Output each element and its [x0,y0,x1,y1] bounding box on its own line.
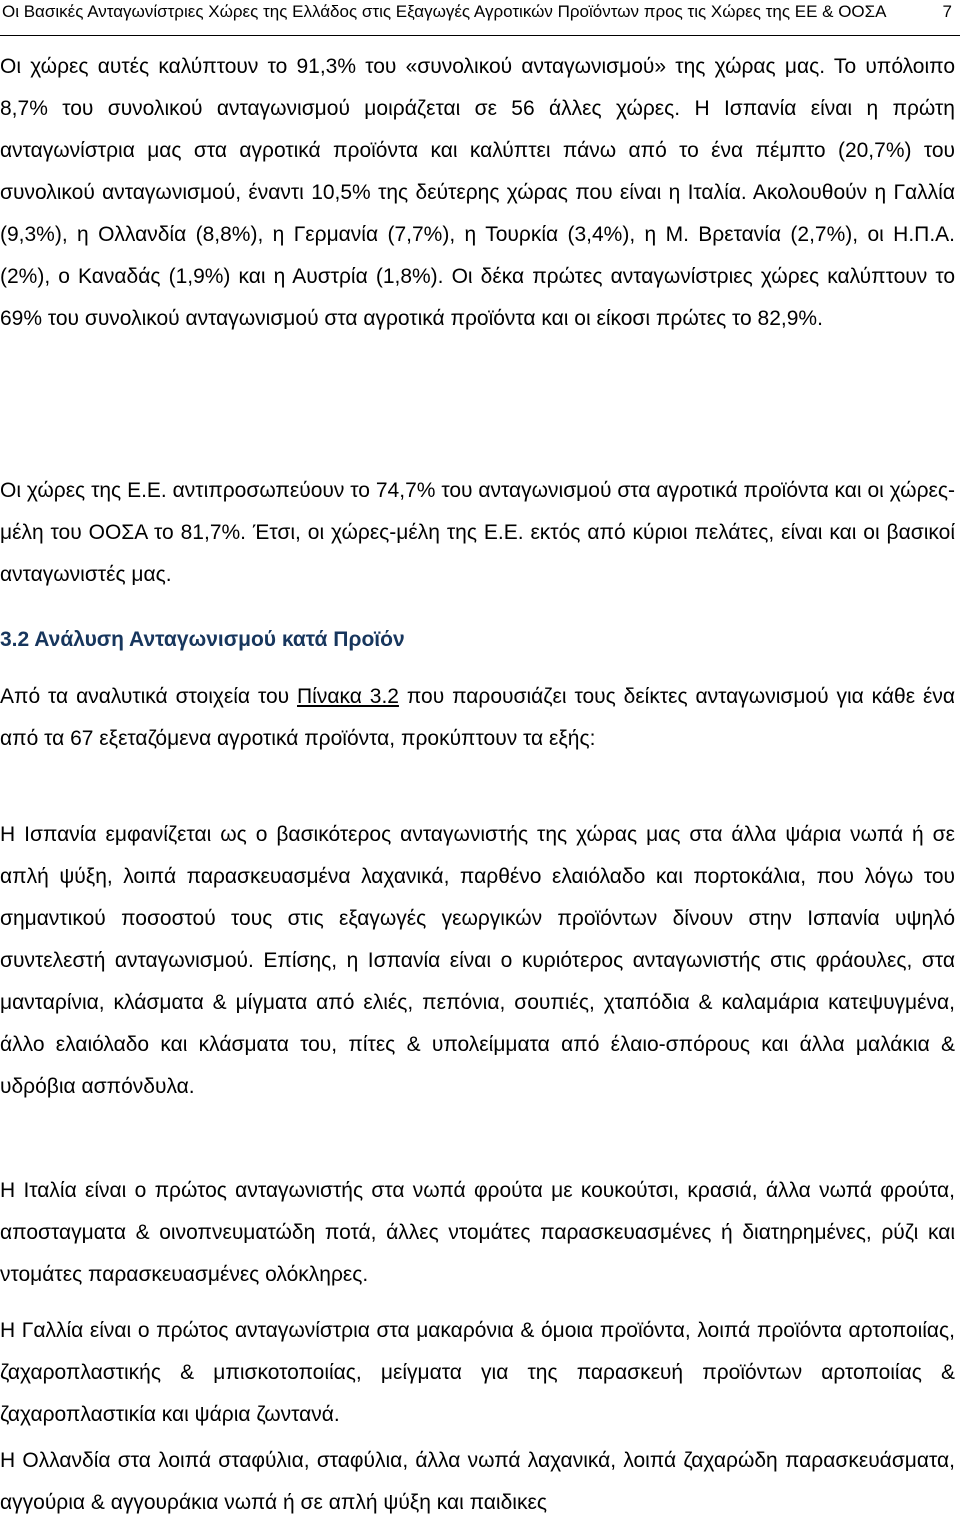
table-reference-link[interactable]: Πίνακα 3.2 [297,685,399,708]
paragraph-spain: Η Ισπανία εμφανίζεται ως ο βασικότερος ανταγωνιστής της χώρας μας στα άλλα ψάρια νωπά ή σε απλή ψύξη, λοιπά παρασκευασμένα λαχανικά, παρθένο ελαιόλαδο και πορτοκάλια, που λόγω του σημαντικού ποσοστού τους στις εξαγωγές γεωργικών προϊόντων δίνουν στην Ισπανία υψηλό συντελεστή ανταγωνισμού. Επίσης, η Ισπανία είναι ο κυριότερος ανταγωνιστής στις φράουλες, στα μανταρίνια, κλάσματα & μίγματα από ελιές, πεπόνια, σουπιές, χταπόδια & καλαμάρια κατεψυγμένα, άλλο ελαιόλαδο και κλάσματα του, πίτες & υπολείμματα από έλαιο-σπόρους και άλλα μαλάκια & υδρόβια ασπόνδυλα. [0,823,955,1098]
paragraph-section-intro [0,676,955,760]
paragraph-italy: Η Ιταλία είναι ο πρώτος ανταγωνιστής στα νωπά φρούτα με κουκούτσι, κρασιά, άλλα νωπά φρούτα, αποσταγματα & οινοπνευματώδη ποτά, άλλες ντομάτες παρασκευασμένες ή διατηρημένες, ρύζι και ντομάτες παρασκευασμένες ολόκληρες. [0,1179,955,1286]
intro-text-after: που παρουσιάζει τους δείκτες ανταγωνισμού για κάθε ένα από τα 67 εξεταζόμενα αγροτικά προϊόντα, προκύπτουν τα εξής: [0,685,955,750]
paragraph-france: Η Γαλλία είναι ο πρώτος ανταγωνίστρια στα μακαρόνια & όμοια προϊόντα, λοιπά προϊόντα αρτοποιίας, ζαχαροπλαστικής & μπισκοτοποιίας, μείγματα για της παρασκευή προϊόντων αρτοποιίας & ζαχαροπλαστικία και ψάρια ζωντανά. [0,1319,955,1426]
section-heading: 3.2 Ανάλυση Ανταγωνισμού κατά Προϊόν [0,628,405,651]
paragraph-netherlands: Η Ολλανδία στα λοιπά σταφύλια, σταφύλια, άλλα νωπά λαχανικά, λοιπά ζαχαρώδη παρασκευάσματα, αγγούρια & αγγουράκια νωπά ή σε απλή ψύξη και παιδικες [0,1449,955,1514]
running-header [0,0,960,36]
header-title: Οι Βασικές Ανταγωνίστριες Χώρες της Ελλάδος στις Εξαγωγές Αγροτικών Προϊόντων προς τις Χώρες της ΕΕ & ΟΟΣΑ [2,2,887,21]
paragraph-eu-oecd: Οι χώρες της Ε.Ε. αντιπροσωπεύουν το 74,7% του ανταγωνισμού στα αγροτικά προϊόντα και οι χώρες-μέλη του ΟΟΣΑ το 81,7%. Έτσι, οι χώρες-μέλη της Ε.Ε. εκτός από κύριοι πελάτες, είναι και οι βασικοί ανταγωνιστές μας. [0,479,955,586]
paragraph-competition-share: Οι χώρες αυτές καλύπτουν το 91,3% του «συνολικού ανταγωνισμού» της χώρας μας. Το υπόλοιπο 8,7% του συνολικού ανταγωνισμού μοιράζεται σε 56 άλλες χώρες. Η Ισπανία είναι η πρώτη ανταγωνίστρια μας στα αγροτικά προϊόντα και καλύπτει πάνω από το ένα πέμπτο (20,7%) του συνολικού ανταγωνισμού, έναντι 10,5% της δεύτερης χώρας που είναι η Ιταλία. Ακολουθούν η Γαλλία (9,3%), η Ολλανδία (8,8%), η Γερμανία (7,7%), η Τουρκία (3,4%), η Μ. Βρετανία (2,7%), οι Η.Π.Α. (2%), ο Καναδάς (1,9%) και η Αυστρία (1,8%). Οι δέκα πρώτες ανταγωνίστριες χώρες καλύπτουν το 69% του συνολικού ανταγωνισμού στα αγροτικά προϊόντα και οι είκοσι πρώτες το 82,9%. [0,55,955,330]
intro-text-before: Από τα αναλυτικά στοιχεία του [0,685,298,708]
page-number: 7 [942,2,952,21]
